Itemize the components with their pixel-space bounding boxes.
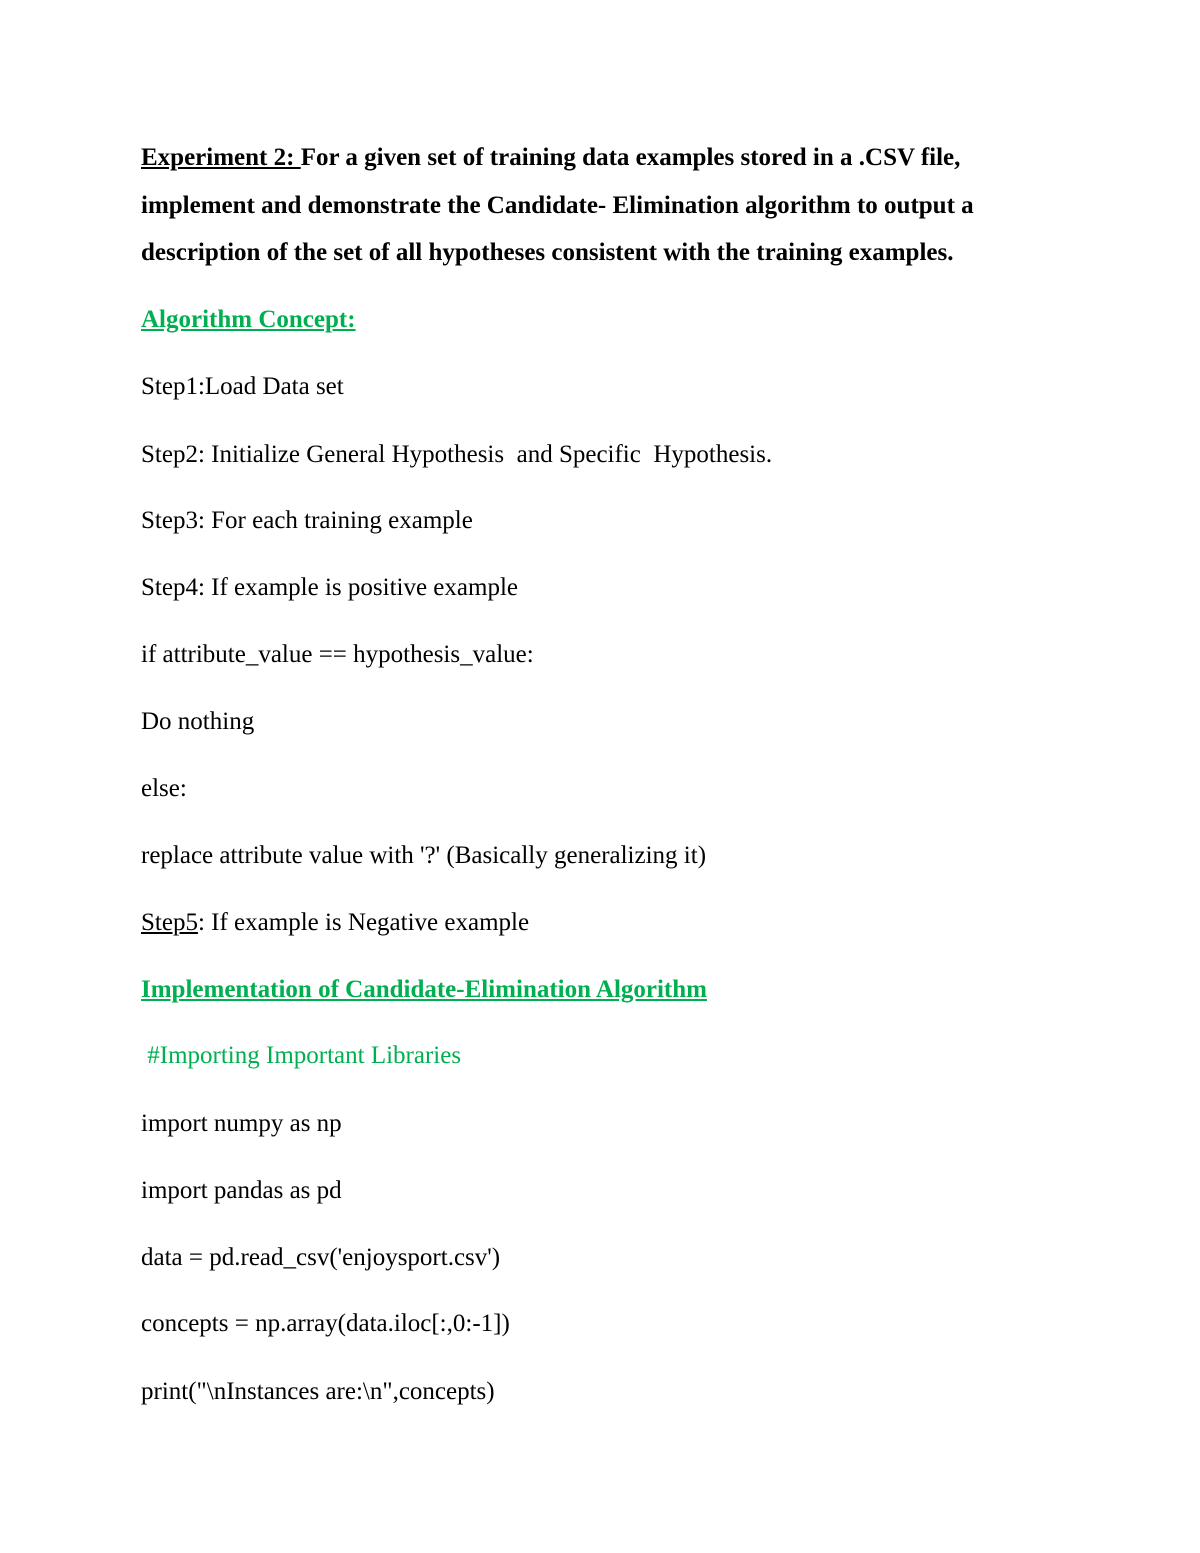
step-2: Step2: Initialize General Hypothesis and Specific Hypothesis.	[141, 441, 773, 468]
step-5	[141, 908, 529, 938]
code-import-pandas: import pandas as pd	[141, 1177, 342, 1204]
replace-line: replace attribute value with '?' (Basically generalizing it)	[141, 842, 707, 869]
step-5-label: Step5	[141, 909, 198, 936]
step-4: Step4: If example is positive example	[141, 574, 518, 601]
experiment-title-text-1: For a given set of training data examples stored in a .CSV file,	[300, 144, 961, 171]
step-1: Step1:Load Data set	[141, 373, 344, 400]
code-concepts: concepts = np.array(data.iloc[:,0:-1])	[141, 1310, 510, 1337]
experiment-title-line-2: implement and demonstrate the Candidate- Elimination algorithm to output a	[141, 192, 974, 219]
if-condition-line: if attribute_value == hypothesis_value:	[141, 641, 534, 668]
code-import-numpy: import numpy as np	[141, 1110, 342, 1137]
step-3: Step3: For each training example	[141, 507, 473, 534]
code-comment-libraries: #Importing Important Libraries	[141, 1042, 462, 1069]
experiment-title-line-3: description of the set of all hypotheses consistent with the training examples.	[141, 239, 954, 266]
experiment-title-line-1	[141, 143, 960, 173]
else-line: else:	[141, 775, 187, 802]
algorithm-concept-heading: Algorithm Concept:	[141, 306, 356, 333]
code-print-instances: print("\nInstances are:\n",concepts)	[141, 1378, 495, 1405]
implementation-heading: Implementation of Candidate-Elimination Algorithm	[141, 976, 707, 1003]
step-5-text: : If example is Negative example	[197, 909, 530, 936]
experiment-label: Experiment 2:	[141, 144, 301, 171]
do-nothing-line: Do nothing	[141, 708, 255, 735]
code-read-csv: data = pd.read_csv('enjoysport.csv')	[141, 1244, 501, 1271]
